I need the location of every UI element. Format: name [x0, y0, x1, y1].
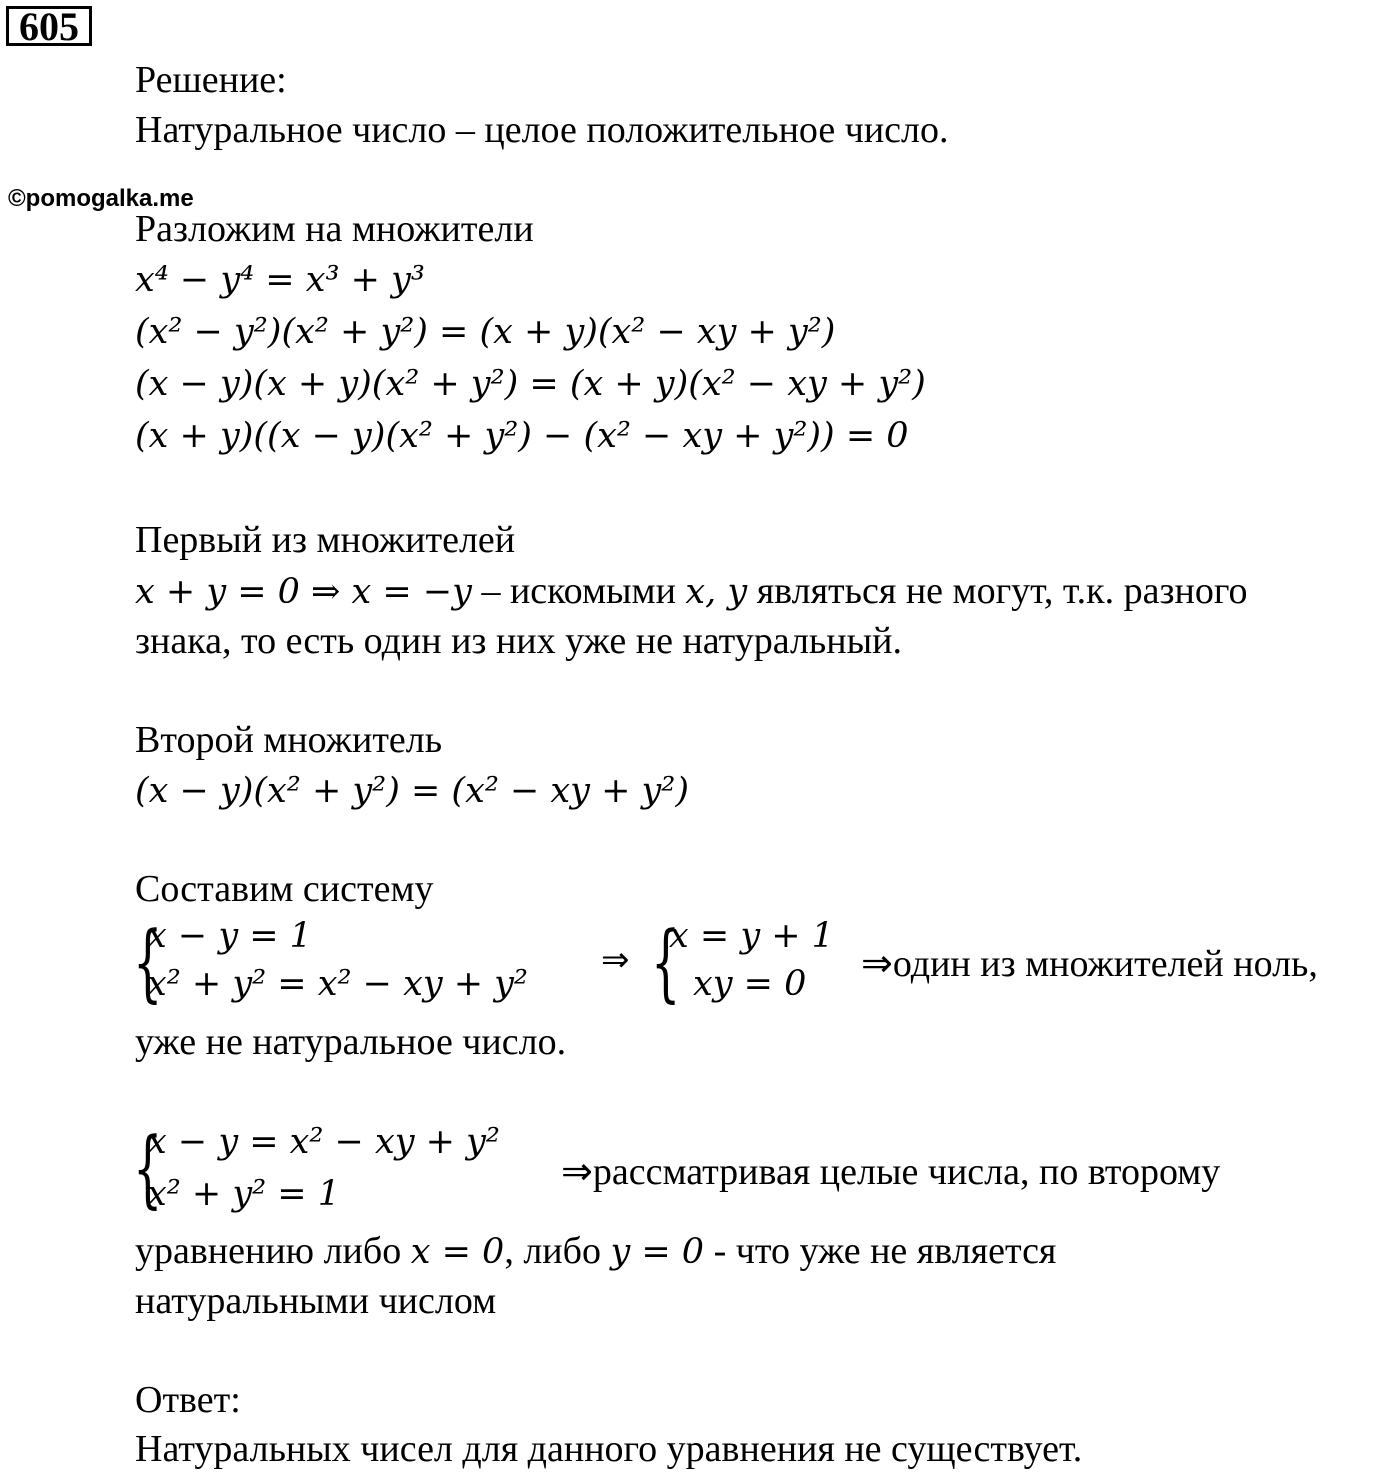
first-factor-continuation: знака, то есть один из них уже не натуральный.: [135, 620, 902, 662]
problem-number: 605: [6, 6, 92, 46]
system-1-right-row-1: x = y + 1: [669, 916, 834, 956]
y-equals-zero: y = 0: [610, 1232, 705, 1272]
x-equals-zero: x = 0: [410, 1232, 505, 1272]
answer-label: Ответ:: [135, 1379, 241, 1421]
watermark: ©pomogalka.me: [8, 185, 194, 212]
system-1-left-row-2: x² + y² = x² − xy + y²: [147, 964, 528, 1004]
after-system-2-text-a: уравнению либо: [135, 1230, 411, 1272]
definition-text: Натуральное число – целое положительное число.: [135, 109, 949, 151]
equation-1: x⁴ − y⁴ = x³ + y³: [135, 260, 425, 300]
after-system-2-continuation: натуральными числом: [135, 1280, 497, 1322]
system-1-right-row-2: xy = 0: [693, 964, 807, 1004]
system-2-trailing-text: ⇒рассматривая целые числа, по второму: [561, 1151, 1221, 1193]
after-system-1: уже не натуральное число.: [135, 1021, 567, 1063]
equation-2: (x² − y²)(x² + y²) = (x + y)(x² − xy + y²): [135, 312, 836, 352]
implies-arrow: ⇒: [601, 940, 630, 980]
first-factor-xy: x, y: [685, 572, 748, 612]
after-system-2: [135, 1229, 1056, 1274]
system-2: [133, 1120, 1393, 1216]
first-factor-line: [135, 569, 1247, 614]
system-1-trailing-text: ⇒один из множителей ноль,: [861, 943, 1318, 985]
first-factor-heading: Первый из множителей: [135, 519, 516, 561]
equation-4: (x + y)((x − y)(x² + y²) − (x² − xy + y²)) = 0: [135, 416, 909, 456]
left-brace-icon: {: [133, 913, 163, 1011]
after-system-2-text-c: - что уже не является: [704, 1230, 1057, 1272]
system-heading: Составим систему: [135, 868, 434, 910]
solution-label: Решение:: [135, 59, 287, 101]
equation-3: (x − y)(x + y)(x² + y²) = (x + y)(x² − xy + y²): [135, 364, 926, 404]
system-1: [133, 914, 1393, 1010]
first-factor-text-a: – искомыми: [471, 570, 686, 612]
factor-heading: Разложим на множители: [135, 208, 534, 250]
left-brace-icon: {: [133, 1119, 163, 1217]
first-factor-math: x + y = 0 ⇒ x = −y: [135, 572, 472, 612]
second-factor-heading: Второй множитель: [135, 719, 443, 761]
system-2-row-2: x² + y² = 1: [147, 1174, 340, 1214]
answer-text: Натуральных чисел для данного уравнения не существует.: [135, 1428, 1083, 1470]
system-1-left-row-1: x − y = 1: [147, 916, 312, 956]
system-2-row-1: x − y = x² − xy + y²: [147, 1122, 500, 1162]
left-brace-icon: {: [651, 913, 681, 1011]
second-factor-equation: (x − y)(x² + y²) = (x² − xy + y²): [135, 771, 689, 811]
first-factor-text-b: являться не могут, т.к. разного: [747, 570, 1248, 612]
after-system-2-text-b: , либо: [504, 1230, 611, 1272]
